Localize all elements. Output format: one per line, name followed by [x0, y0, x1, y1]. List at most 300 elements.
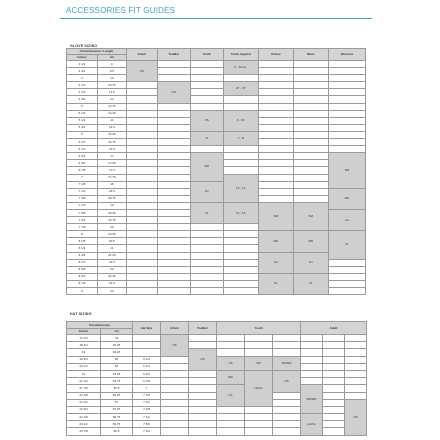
glove-empty-cell [157, 280, 190, 287]
hat-cm-cell: 60.5 [101, 428, 133, 435]
glove-empty-cell [126, 103, 157, 110]
glove-empty-cell [126, 82, 157, 89]
hat-empty-cell [189, 414, 217, 421]
glove-empty-cell [258, 160, 293, 167]
glove-empty-cell [223, 167, 258, 174]
glove-empty-cell [126, 131, 157, 138]
glove-empty-cell [328, 96, 365, 103]
glove-empty-cell [190, 245, 223, 252]
hat-empty-cell [161, 363, 189, 370]
hat-size-cell: 7 1/4 [133, 399, 161, 406]
hat-sizing-label: HAT SIZING [70, 312, 92, 316]
hat-empty-cell [323, 399, 345, 406]
hat-empty-cell [189, 406, 217, 413]
glove-cm-cell: 19.75 [97, 217, 126, 224]
glove-empty-cell [190, 252, 223, 259]
glove-inches-cell: 8 [67, 231, 98, 238]
glove-empty-cell [258, 103, 293, 110]
hat-empty-cell [189, 342, 217, 349]
glove-empty-cell [126, 153, 157, 160]
hat-empty-cell [161, 385, 189, 392]
glove-size-mens-md: MD [293, 231, 328, 252]
hat-empty-cell [273, 399, 301, 406]
hat-inches-cell: 19 3/4 [67, 356, 101, 363]
glove-empty-cell [190, 96, 223, 103]
glove-inches-cell: 6 1/4 [67, 139, 98, 146]
hat-row [67, 342, 367, 349]
hat-inches-cell: 21 1/2 [67, 378, 101, 385]
hat-empty-cell [323, 385, 345, 392]
glove-empty-cell [190, 238, 223, 245]
glove-inches-cell: 4 1/2 [67, 89, 98, 96]
glove-empty-cell [258, 124, 293, 131]
glove-cm-cell: 17.25 [97, 160, 126, 167]
glove-empty-cell [293, 160, 328, 167]
glove-empty-cell [223, 96, 258, 103]
glove-cm-cell: 10 [97, 75, 126, 82]
glove-size-youth-xs: XS [190, 110, 223, 131]
hat-row [67, 349, 367, 356]
hat-size-youth-lg: LG [217, 385, 245, 407]
hat-empty-cell [189, 370, 217, 377]
glove-empty-cell [223, 231, 258, 238]
glove-cm-cell: 9.5 [97, 68, 126, 75]
glove-empty-cell [157, 202, 190, 209]
hat-empty-cell [345, 378, 367, 385]
hat-empty-cell [245, 342, 273, 349]
glove-empty-cell [223, 103, 258, 110]
glove-empty-cell [258, 82, 293, 89]
glove-row [67, 61, 366, 68]
glove-empty-cell [293, 146, 328, 153]
hat-empty-cell [245, 414, 273, 421]
glove-empty-cell [293, 68, 328, 75]
glove-empty-cell [157, 238, 190, 245]
hat-empty-cell [345, 370, 367, 377]
hat-inches-cell: 21 [67, 370, 101, 377]
glove-empty-cell [258, 153, 293, 160]
glove-inches-cell: 7 7/8 [67, 224, 98, 231]
glove-empty-cell [157, 245, 190, 252]
hat-empty-cell [273, 392, 301, 399]
glove-size-unisex-md: MD [258, 231, 293, 252]
hat-inches-cell: 20 1/2 [67, 363, 101, 370]
glove-row [67, 181, 366, 188]
glove-empty-cell [126, 96, 157, 103]
glove-inches-cell: 5 1/2 [67, 117, 98, 124]
hat-size-cell: 6 1/2 [133, 363, 161, 370]
title-divider [60, 18, 372, 19]
hat-empty-cell [323, 349, 345, 356]
glove-empty-cell [157, 266, 190, 273]
glove-empty-cell [157, 61, 190, 68]
glove-cm-cell: 22.25 [97, 273, 126, 280]
glove-size-apparel-4: 7 - 8 [223, 131, 258, 145]
glove-empty-cell [157, 131, 190, 138]
hat-empty-cell [245, 406, 273, 413]
hat-empty-cell [245, 335, 273, 342]
glove-inches-cell: 6 1/2 [67, 146, 98, 153]
glove-empty-cell [223, 238, 258, 245]
glove-empty-cell [157, 231, 190, 238]
glove-empty-cell [157, 139, 190, 146]
glove-empty-cell [190, 259, 223, 266]
hat-cm-cell: 59.75 [101, 421, 133, 428]
glove-empty-cell [157, 103, 190, 110]
glove-row [67, 82, 366, 89]
glove-empty-cell [328, 103, 365, 110]
glove-empty-cell [258, 89, 293, 96]
glove-row [67, 89, 366, 96]
hat-empty-cell [345, 342, 367, 349]
glove-inches-cell: 8 3/8 [67, 252, 98, 259]
hat-empty-cell [161, 370, 189, 377]
glove-inches-cell: 3 3/4 [67, 68, 98, 75]
hat-cm-cell: 44 [101, 335, 133, 342]
glove-empty-cell [157, 75, 190, 82]
glove-empty-cell [126, 217, 157, 224]
glove-empty-cell [293, 124, 328, 131]
glove-empty-cell [126, 231, 157, 238]
glove-size-apparel-2: 2T - 4T [223, 82, 258, 96]
hat-inches-cell: 17 1/4 [67, 335, 101, 342]
hat-cm-cell: 53.25 [101, 370, 133, 377]
glove-empty-cell [258, 131, 293, 138]
glove-header-youth: Youth [190, 49, 223, 61]
hat-header-youth: Youth [217, 322, 301, 335]
hat-col-inches: Inches [67, 329, 101, 335]
glove-row [67, 131, 366, 138]
hat-row [67, 385, 367, 392]
hat-inches-cell: 21 7/8 [67, 385, 101, 392]
glove-cm-cell: 20 [97, 224, 126, 231]
glove-empty-cell [328, 280, 365, 287]
hat-size-cell: 7 1/2 [133, 414, 161, 421]
glove-row [67, 68, 366, 75]
hat-inches-cell: 22 3/4 [67, 406, 101, 413]
glove-empty-cell [126, 288, 157, 295]
hat-empty-cell [323, 428, 345, 435]
glove-empty-cell [223, 245, 258, 252]
glove-size-toddler-os: OS [157, 82, 190, 103]
hat-size-youth-lgxl: LG/XL [245, 370, 273, 406]
glove-row [67, 231, 366, 238]
glove-empty-cell [328, 68, 365, 75]
glove-empty-cell [157, 160, 190, 167]
hat-empty-cell [345, 335, 367, 342]
glove-size-unisex-sm: SM [258, 202, 293, 230]
glove-row [67, 153, 366, 160]
hat-empty-cell [345, 349, 367, 356]
glove-inches-cell: 4 3/4 [67, 96, 98, 103]
glove-empty-cell [223, 252, 258, 259]
glove-cm-cell: 21 [97, 245, 126, 252]
hat-size-cell: 7 3/8 [133, 406, 161, 413]
hat-cm-cell: 57 [101, 399, 133, 406]
glove-empty-cell [258, 174, 293, 181]
glove-empty-cell [328, 61, 365, 68]
glove-empty-cell [157, 188, 190, 195]
hat-empty-cell [217, 349, 245, 356]
hat-cm-cell: 54.75 [101, 378, 133, 385]
glove-empty-cell [293, 188, 328, 195]
glove-empty-cell [190, 82, 223, 89]
glove-size-womens-lg: LG [328, 209, 365, 230]
glove-row [67, 146, 366, 153]
glove-empty-cell [223, 259, 258, 266]
glove-circumference-header: Circumference / Length [67, 49, 127, 55]
glove-inches-cell: 6 3/4 [67, 153, 98, 160]
glove-cm-cell: 14 [97, 117, 126, 124]
glove-cm-cell: 15.25 [97, 131, 126, 138]
glove-size-apparel-3: 4 - 6X [223, 110, 258, 131]
glove-size-mens-sm: SM [293, 202, 328, 230]
glove-inches-cell: 8 1/8 [67, 238, 98, 245]
hat-empty-cell [217, 335, 245, 342]
glove-empty-cell [258, 75, 293, 82]
glove-empty-cell [223, 146, 258, 153]
glove-empty-cell [190, 288, 223, 295]
glove-empty-cell [126, 266, 157, 273]
glove-cm-cell: 9 [97, 61, 126, 68]
glove-empty-cell [126, 280, 157, 287]
hat-cm-cell: 55.5 [101, 385, 133, 392]
glove-empty-cell [328, 273, 365, 280]
hat-empty-cell [217, 414, 245, 421]
hat-empty-cell [189, 385, 217, 392]
hat-empty-cell [345, 356, 367, 363]
glove-empty-cell [190, 231, 223, 238]
glove-inches-cell: 5 3/4 [67, 124, 98, 131]
hat-empty-cell [161, 356, 189, 363]
hat-empty-cell [273, 421, 301, 428]
hat-empty-cell [161, 421, 189, 428]
glove-cm-cell: 17 [97, 153, 126, 160]
glove-empty-cell [223, 266, 258, 273]
glove-size-mens-xl: XL [293, 273, 328, 294]
glove-empty-cell [126, 209, 157, 216]
hat-row [67, 335, 367, 342]
hat-empty-cell [323, 392, 345, 399]
glove-empty-cell [190, 280, 223, 287]
hat-empty-cell [161, 406, 189, 413]
glove-empty-cell [258, 117, 293, 124]
glove-sizing-table [66, 48, 366, 295]
glove-empty-cell [328, 82, 365, 89]
glove-empty-cell [190, 224, 223, 231]
hat-empty-cell [189, 421, 217, 428]
hat-cm-cell: 48.25 [101, 349, 133, 356]
glove-empty-cell [157, 273, 190, 280]
glove-empty-cell [293, 153, 328, 160]
glove-row [67, 202, 366, 209]
glove-empty-cell [190, 89, 223, 96]
hat-size-adult-os: OS [345, 399, 367, 435]
glove-header-mens: Mens [293, 49, 328, 61]
hat-empty-cell [323, 378, 345, 385]
hat-size-youth-sm: SM [245, 356, 273, 370]
hat-size-youth-md: MD [217, 370, 245, 384]
glove-empty-cell [157, 224, 190, 231]
glove-empty-cell [258, 139, 293, 146]
glove-empty-cell [157, 217, 190, 224]
hat-empty-cell [323, 342, 345, 349]
hat-empty-cell [161, 414, 189, 421]
hat-size-cell: 7 [133, 385, 161, 392]
hat-empty-cell [273, 349, 301, 356]
glove-size-apparel-6: 14 - 16 [223, 202, 258, 223]
glove-size-youth-lg: LG [190, 181, 223, 202]
glove-empty-cell [126, 273, 157, 280]
hat-empty-cell [273, 406, 301, 413]
hat-empty-cell [323, 335, 345, 342]
hat-sizing-table [66, 321, 367, 436]
glove-empty-cell [223, 224, 258, 231]
glove-empty-cell [223, 273, 258, 280]
hat-empty-cell [323, 421, 345, 428]
glove-empty-cell [258, 96, 293, 103]
glove-size-youth-xl: XL [190, 202, 223, 223]
glove-empty-cell [293, 110, 328, 117]
hat-empty-cell [323, 414, 345, 421]
glove-header-unisex: Unisex [258, 49, 293, 61]
glove-empty-cell [328, 89, 365, 96]
glove-row [67, 103, 366, 110]
glove-row [67, 252, 366, 259]
glove-cm-cell: 20.25 [97, 231, 126, 238]
glove-empty-cell [126, 245, 157, 252]
glove-empty-cell [157, 259, 190, 266]
glove-empty-cell [190, 273, 223, 280]
glove-cm-cell: 18.5 [97, 188, 126, 195]
glove-empty-cell [157, 252, 190, 259]
hat-empty-cell [217, 428, 245, 435]
hat-empty-cell [189, 392, 217, 399]
hat-cm-cell: 50 [101, 356, 133, 363]
hat-empty-cell [301, 363, 323, 370]
glove-empty-cell [126, 195, 157, 202]
hat-empty-cell [301, 378, 323, 385]
glove-empty-cell [190, 68, 223, 75]
glove-col-cm: cm [97, 55, 126, 61]
hat-size-adult-lgxl: LG/XL [301, 414, 323, 436]
glove-empty-cell [328, 131, 365, 138]
glove-size-womens-md: MD [328, 188, 365, 209]
glove-cm-cell: 17.5 [97, 167, 126, 174]
glove-empty-cell [293, 167, 328, 174]
glove-col-inches: Inches [67, 55, 98, 61]
glove-inches-cell: 6 [67, 131, 98, 138]
glove-inches-cell: 4 [67, 75, 98, 82]
hat-circumference-header: Circumference [67, 322, 133, 329]
glove-empty-cell [328, 117, 365, 124]
glove-sizing-label: GLOVE SIZING [70, 44, 98, 48]
glove-cm-cell: 21.5 [97, 259, 126, 266]
glove-empty-cell [293, 96, 328, 103]
hat-size-cell [133, 342, 161, 349]
glove-empty-cell [157, 146, 190, 153]
hat-size-adult-smmd: SM/MD [301, 385, 323, 414]
hat-header-hat-size: Hat Size [133, 322, 161, 335]
glove-cm-cell: 22 [97, 266, 126, 273]
glove-inches-cell: 3 1/2 [67, 61, 98, 68]
glove-empty-cell [293, 117, 328, 124]
glove-cm-cell: 18.75 [97, 195, 126, 202]
glove-header-infant: Infant [126, 49, 157, 61]
glove-empty-cell [126, 181, 157, 188]
hat-size-cell: 7 1/8 [133, 392, 161, 399]
hat-empty-cell [245, 428, 273, 435]
glove-empty-cell [126, 89, 157, 96]
glove-empty-cell [328, 124, 365, 131]
glove-size-unisex-xl: XL [258, 273, 293, 294]
glove-empty-cell [258, 167, 293, 174]
hat-empty-cell [301, 349, 323, 356]
glove-empty-cell [126, 224, 157, 231]
glove-cm-cell: 10.75 [97, 82, 126, 89]
glove-cm-cell: 21.25 [97, 252, 126, 259]
glove-inches-cell: 5 [67, 103, 98, 110]
glove-size-womens-xl: XL [328, 231, 365, 259]
glove-size-apparel-5: 10 - 12 [223, 174, 258, 202]
hat-size-youth-smmd: SM/MD [273, 356, 301, 370]
glove-inches-cell: 6 3/4 [67, 160, 98, 167]
glove-empty-cell [258, 188, 293, 195]
hat-empty-cell [217, 342, 245, 349]
glove-cm-cell: 12 [97, 96, 126, 103]
glove-empty-cell [157, 117, 190, 124]
hat-empty-cell [345, 385, 367, 392]
hat-empty-cell [273, 342, 301, 349]
hat-empty-cell [189, 399, 217, 406]
hat-size-cell [133, 335, 161, 342]
hat-cm-cell: 52 [101, 363, 133, 370]
glove-cm-cell: 19 [97, 202, 126, 209]
glove-cm-cell: 23 [97, 288, 126, 295]
glove-empty-cell [293, 181, 328, 188]
glove-cm-cell: 11.5 [97, 89, 126, 96]
glove-empty-cell [293, 195, 328, 202]
glove-empty-cell [157, 153, 190, 160]
hat-empty-cell [323, 363, 345, 370]
glove-empty-cell [126, 174, 157, 181]
glove-inches-cell: 7 1/2 [67, 202, 98, 209]
glove-empty-cell [157, 68, 190, 75]
glove-size-womens-sm: SM [328, 153, 365, 188]
glove-inches-cell: 8 1/2 [67, 259, 98, 266]
glove-size-apparel-1: 0 - 19mo. [223, 61, 258, 75]
glove-empty-cell [223, 288, 258, 295]
hat-cm-cell: 56.25 [101, 392, 133, 399]
glove-row [67, 96, 366, 103]
glove-empty-cell [157, 195, 190, 202]
hat-empty-cell [161, 399, 189, 406]
glove-empty-cell [157, 124, 190, 131]
glove-empty-cell [293, 89, 328, 96]
glove-empty-cell [258, 146, 293, 153]
glove-inches-cell: 7 1/4 [67, 188, 98, 195]
hat-empty-cell [217, 406, 245, 413]
hat-col-cm: cm [101, 329, 133, 335]
glove-empty-cell [328, 288, 365, 295]
glove-size-mens-lg: LG [293, 252, 328, 273]
page-title: ACCESSORIES FIT GUIDES [66, 6, 176, 15]
glove-empty-cell [126, 160, 157, 167]
glove-empty-cell [126, 124, 157, 131]
hat-empty-cell [161, 378, 189, 385]
glove-header-toddler: Toddler [157, 49, 190, 61]
hat-size-cell [133, 349, 161, 356]
